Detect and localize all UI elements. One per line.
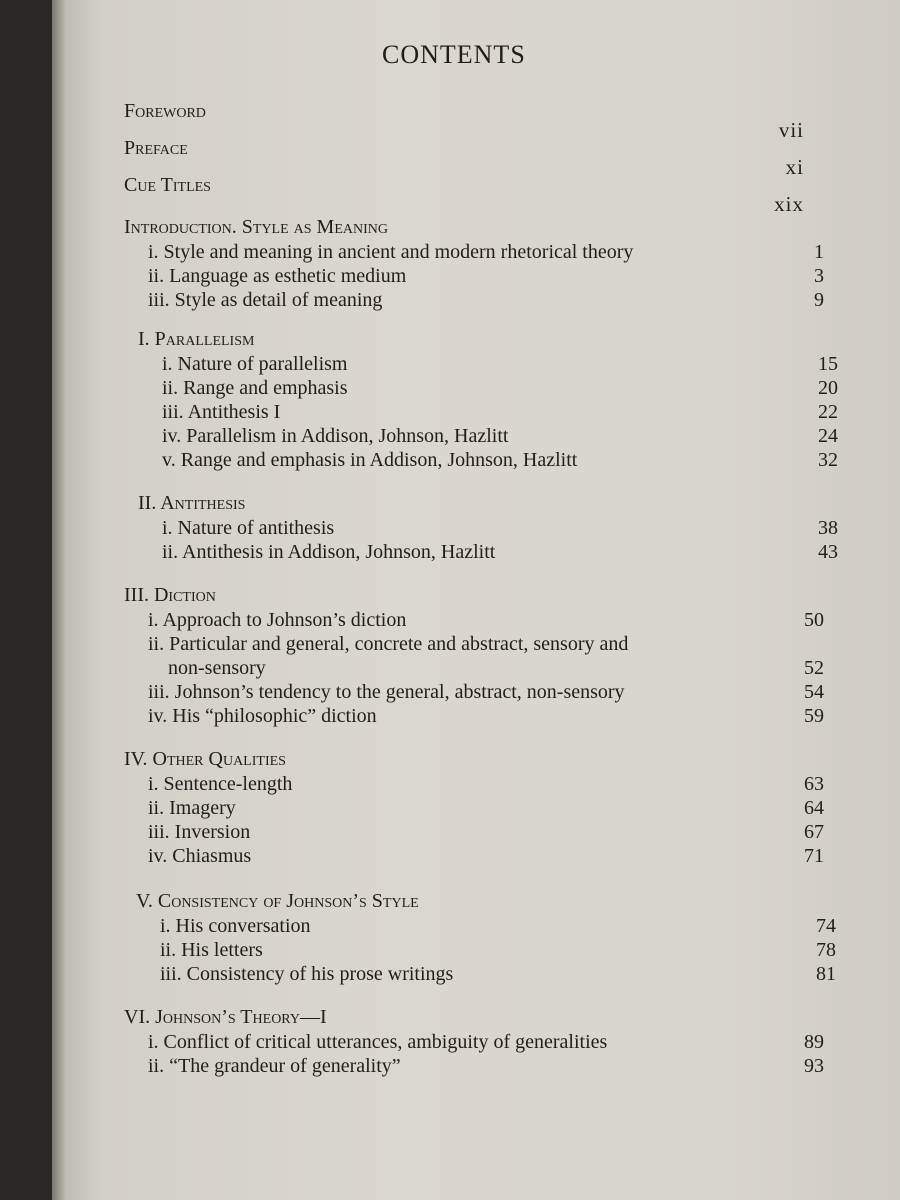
- front-page: xix: [774, 192, 804, 216]
- toc-entry: [124, 608, 824, 632]
- toc-entry: [138, 424, 838, 448]
- entry-label-continuation: non-sensory: [168, 657, 266, 679]
- entry-label: i. Conflict of critical utterances, ambiguity of generalities: [148, 1031, 608, 1053]
- toc-entry: [138, 448, 838, 472]
- toc-entry: [124, 772, 824, 796]
- toc-entry: [124, 820, 824, 844]
- toc-entry: [124, 288, 824, 312]
- toc-entry: [124, 240, 824, 264]
- toc-entry: [136, 962, 836, 986]
- book-page: [52, 0, 900, 1200]
- entry-label: ii. His letters: [160, 939, 263, 961]
- chapter-1: [138, 326, 838, 472]
- chapter-2: [138, 490, 838, 564]
- front-page: xi: [785, 155, 804, 179]
- entry-label: iii. Antithesis I: [162, 401, 281, 423]
- page-gutter-shadow: [52, 0, 66, 1200]
- chapter-6: [124, 1004, 824, 1078]
- chapter-5: [136, 888, 836, 986]
- front-matter-foreword: [124, 100, 804, 140]
- entry-page: 9: [814, 289, 824, 311]
- entry-page: 22: [818, 401, 838, 423]
- entry-page: 43: [818, 541, 838, 563]
- toc-entry: [138, 516, 838, 540]
- front-matter-cue-titles: [124, 174, 804, 214]
- toc-entry: [124, 1030, 824, 1054]
- section-title: VI. Johnson’s Theory—I: [124, 1006, 327, 1028]
- entry-page: 50: [804, 609, 824, 631]
- entry-page: 93: [804, 1055, 824, 1077]
- entry-label: i. Approach to Johnson’s diction: [148, 609, 407, 631]
- section-title: II. Antithesis: [138, 492, 246, 514]
- contents-heading: CONTENTS: [382, 40, 526, 69]
- entry-page: 54: [804, 681, 824, 703]
- entry-label: ii. Particular and general, concrete and abstract, sensory and: [148, 633, 629, 655]
- entry-label: iii. Style as detail of meaning: [148, 289, 383, 311]
- entry-page: 24: [818, 425, 838, 447]
- entry-label: ii. Language as esthetic medium: [148, 265, 407, 287]
- chapter-4: [124, 746, 824, 868]
- entry-page: 52: [804, 657, 824, 679]
- entry-label: iii. Johnson’s tendency to the general, abstract, non-sensory: [148, 681, 625, 703]
- toc-entry: [138, 352, 838, 376]
- entry-page: 38: [818, 517, 838, 539]
- entry-label: i. Sentence-length: [148, 773, 293, 795]
- entry-page: 63: [804, 773, 824, 795]
- entry-page: 78: [816, 939, 836, 961]
- toc-entry: [138, 376, 838, 400]
- entry-label: ii. Antithesis in Addison, Johnson, Hazlitt: [162, 541, 496, 563]
- entry-label: i. Style and meaning in ancient and modern rhetorical theory: [148, 241, 634, 263]
- entry-page: 1: [814, 241, 824, 263]
- introduction-section: [124, 214, 824, 312]
- entry-label: v. Range and emphasis in Addison, Johnson, Hazlitt: [162, 449, 578, 471]
- front-title: Cue Titles: [124, 174, 211, 196]
- entry-label: iv. Parallelism in Addison, Johnson, Hazlitt: [162, 425, 509, 447]
- toc-entry: [124, 680, 824, 704]
- toc-entry: [138, 400, 838, 424]
- section-title: IV. Other Qualities: [124, 748, 286, 770]
- toc-entry: [124, 264, 824, 288]
- entry-page: 81: [816, 963, 836, 985]
- entry-page: 89: [804, 1031, 824, 1053]
- entry-page: 15: [818, 353, 838, 375]
- front-page: vii: [778, 118, 804, 142]
- toc-entry: [138, 540, 838, 564]
- toc-entry: [124, 632, 824, 680]
- entry-label: i. His conversation: [160, 915, 311, 937]
- entry-page: 67: [804, 821, 824, 843]
- entry-label: ii. “The grandeur of generality”: [148, 1055, 401, 1077]
- entry-label: iv. Chiasmus: [148, 845, 252, 867]
- toc-entry: [124, 844, 824, 868]
- entry-label: i. Nature of antithesis: [162, 517, 335, 539]
- entry-label: iii. Consistency of his prose writings: [160, 963, 454, 985]
- toc-entry: [124, 796, 824, 820]
- section-title: V. Consistency of Johnson’s Style: [136, 890, 419, 912]
- entry-label: ii. Range and emphasis: [162, 377, 348, 399]
- entry-label: iv. His “philosophic” diction: [148, 705, 377, 727]
- entry-page: 59: [804, 705, 824, 727]
- entry-page: 74: [816, 915, 836, 937]
- section-title: Introduction. Style as Meaning: [124, 216, 388, 238]
- entry-page: 64: [804, 797, 824, 819]
- section-title: I. Parallelism: [138, 328, 255, 350]
- section-title: III. Diction: [124, 584, 216, 606]
- front-title: Foreword: [124, 100, 206, 122]
- entry-page: 20: [818, 377, 838, 399]
- front-matter-preface: [124, 137, 804, 177]
- entry-label: i. Nature of parallelism: [162, 353, 348, 375]
- toc-entry: [136, 938, 836, 962]
- entry-page: 71: [804, 845, 824, 867]
- front-title: Preface: [124, 137, 188, 159]
- entry-page: 32: [818, 449, 838, 471]
- toc-entry: [136, 914, 836, 938]
- entry-label: ii. Imagery: [148, 797, 236, 819]
- toc-entry: [124, 704, 824, 728]
- toc-entry: [124, 1054, 824, 1078]
- entry-label: iii. Inversion: [148, 821, 251, 843]
- chapter-3: [124, 582, 824, 728]
- entry-page: 3: [814, 265, 824, 287]
